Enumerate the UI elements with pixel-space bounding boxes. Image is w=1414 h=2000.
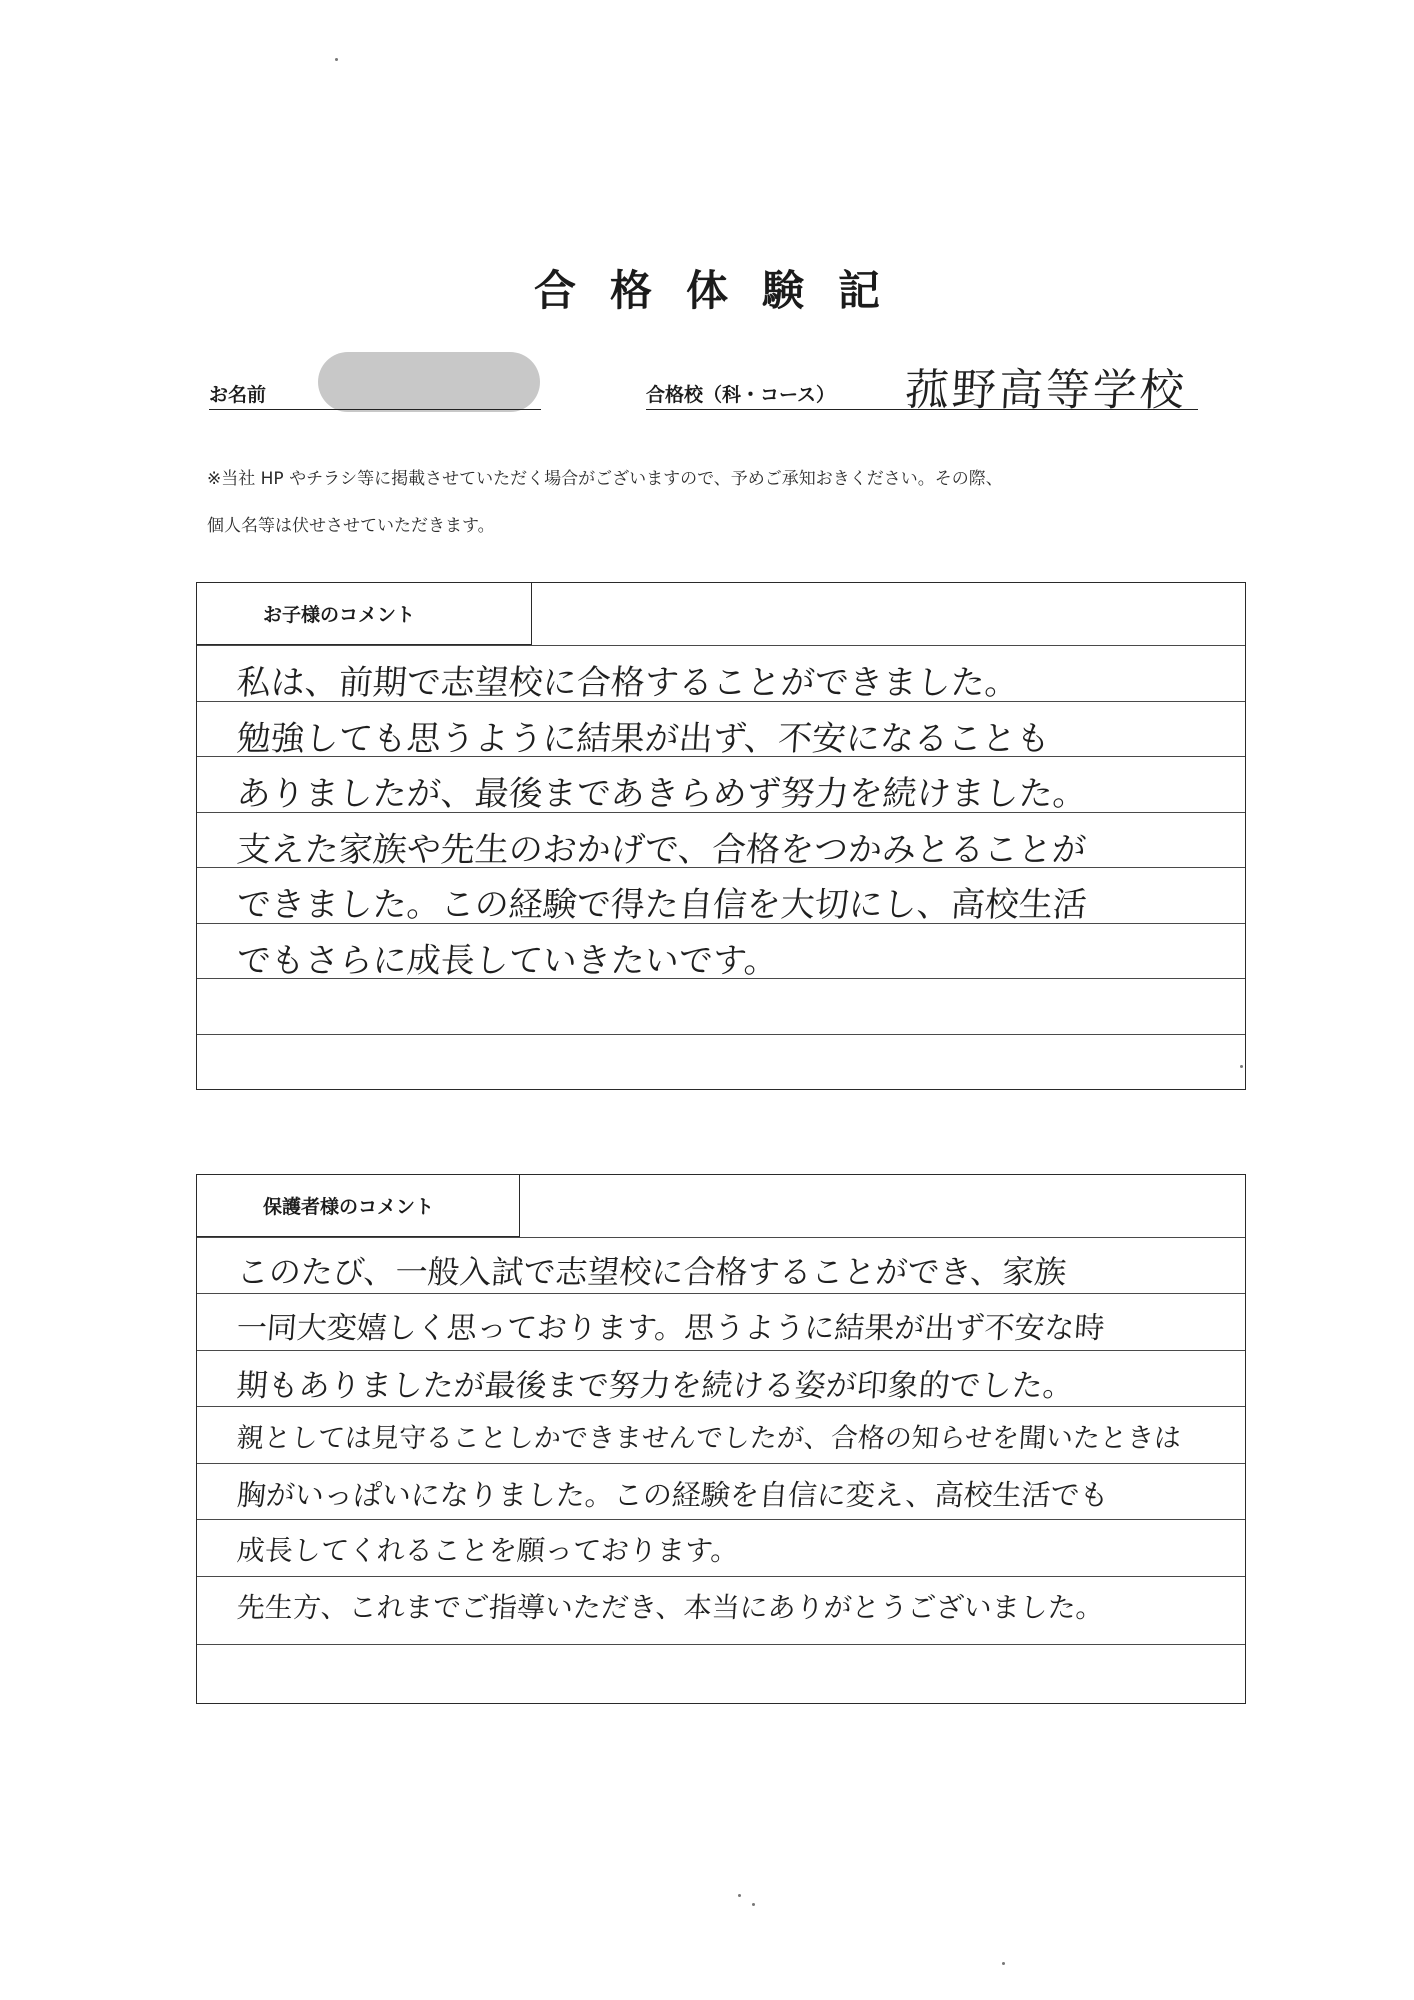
scan-speck	[335, 58, 338, 61]
name-redaction	[318, 352, 540, 412]
scan-speck	[752, 1903, 755, 1906]
ruled-line	[197, 1644, 1245, 1645]
name-underline	[209, 409, 541, 410]
child-comment-line: できました。この経験で得た自信を大切にし、高校生活	[235, 885, 1089, 925]
parent-comment-line: 成長してくれることを願っております。	[235, 1534, 740, 1567]
school-underline	[646, 409, 1198, 410]
parent-comment-line: 先生方、これまでご指導いただき、本当にありがとうございました。	[235, 1591, 1105, 1624]
child-comment-box	[196, 582, 1246, 1090]
ruled-line	[197, 1293, 1245, 1294]
ruled-line	[197, 1519, 1245, 1520]
school-label: 合格校（科・コース）	[646, 384, 836, 406]
child-comment-line: 支えた家族や先生のおかげで、合格をつかみとることが	[235, 830, 1088, 870]
parent-comment-line: 親としては見守ることしかできませんでしたが、合格の知らせを聞いたときは	[235, 1423, 1183, 1454]
scan-speck	[738, 1894, 741, 1897]
parent-comment-box	[196, 1174, 1246, 1704]
parent-comment-line: 胸がいっぱいになりました。この経験を自信に変え、高校生活でも	[235, 1478, 1110, 1512]
parent-comment-header: 保護者様のコメント	[197, 1175, 520, 1237]
parent-comment-line: 期もありましたが最後まで努力を続ける姿が印象的でした。	[235, 1368, 1076, 1404]
notice-line-1: ※当社 HP やチラシ等に掲載させていただく場合がございますので、予めご承知おきください。その際、	[207, 469, 1003, 489]
ruled-line	[197, 1350, 1245, 1351]
child-comment-line: ありましたが、最後まであきらめず努力を続けました。	[235, 774, 1089, 814]
school-value: 菰野高等学校	[903, 365, 1189, 416]
ruled-line	[197, 1406, 1245, 1407]
parent-comment-line: 一同大変嬉しく思っております。思うように結果が出ず不安な時	[235, 1311, 1106, 1346]
ruled-line	[197, 1463, 1245, 1464]
child-comment-line: 私は、前期で志望校に合格することができました。	[235, 663, 1021, 703]
ruled-line	[197, 1034, 1245, 1035]
child-comment-line: 勉強しても思うように結果が出ず、不安になることも	[235, 719, 1052, 759]
child-comment-line: でもさらに成長していきたいです。	[235, 941, 780, 981]
notice-line-2: 個人名等は伏せさせていただきます。	[207, 516, 495, 536]
scan-speck	[1002, 1962, 1005, 1965]
page-title: 合格体験記	[533, 266, 914, 315]
child-comment-header: お子様のコメント	[197, 583, 532, 645]
ruled-line	[197, 1237, 1245, 1238]
parent-comment-line: このたび、一般入試で志望校に合格することができ、家族	[235, 1253, 1068, 1291]
ruled-line	[197, 645, 1245, 646]
scan-speck	[1240, 1065, 1243, 1068]
name-label: お名前	[209, 384, 267, 406]
ruled-line	[197, 1576, 1245, 1577]
